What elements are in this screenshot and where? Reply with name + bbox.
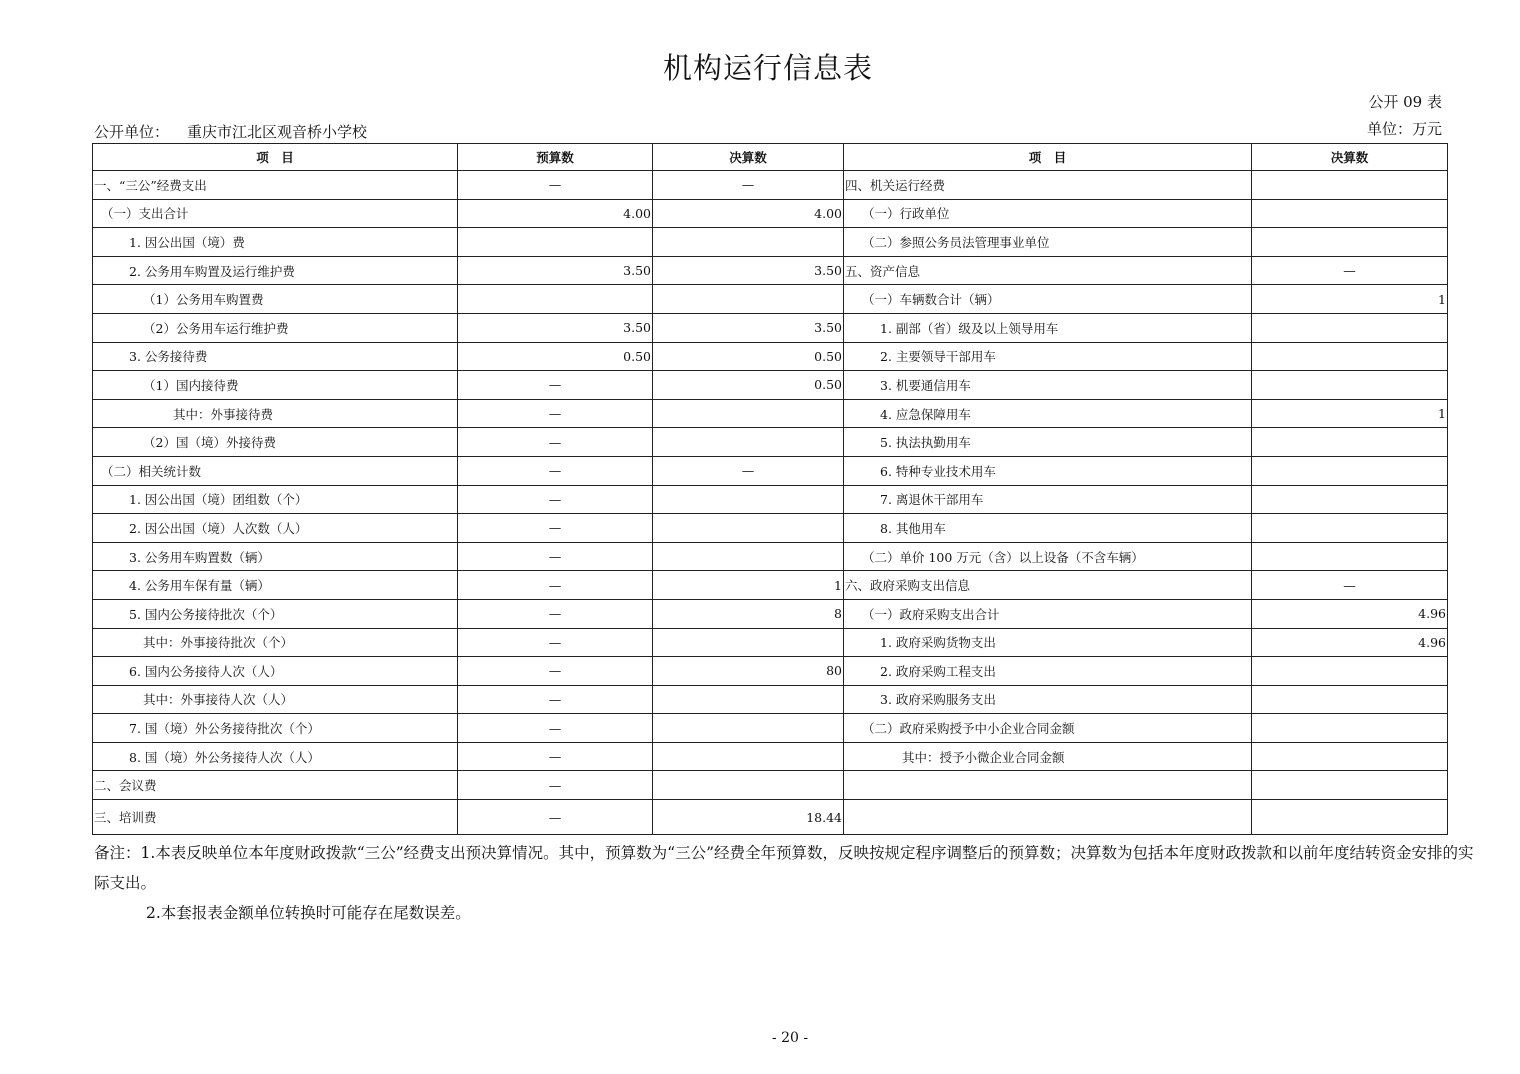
note-line-1: 备注：1.本表反映单位本年度财政拨款“三公”经费支出预决算情况。其中，预算数为“三公”经费全年预算数，反映按规定程序调整后的预算数；决算数为包括本年度财政拨款和以前年度结转资金安排的实际支出。: [94, 844, 1474, 892]
right-item-label: 7. 离退休干部用车: [844, 485, 1252, 514]
final-value: [653, 771, 844, 800]
table-row: [93, 742, 1448, 771]
budget-value: —: [458, 714, 653, 743]
budget-value: —: [458, 485, 653, 514]
page-number: - 20 -: [771, 1030, 809, 1046]
item-label: 其中：外事接待费: [93, 399, 458, 428]
header-item-right: 项 目: [844, 144, 1252, 171]
item-label: （2）公务用车运行维护费: [93, 313, 458, 342]
item-label: 一、“三公”经费支出: [93, 171, 458, 200]
right-item-label: 5. 执法执勤用车: [844, 428, 1252, 457]
budget-value: —: [458, 571, 653, 600]
final-value: 3.50: [653, 256, 844, 285]
table-row: [93, 228, 1448, 257]
table-row: [93, 657, 1448, 686]
final-value: [653, 428, 844, 457]
table-row: [93, 171, 1448, 200]
final-value: 18.44: [653, 800, 844, 835]
right-item-label: 其中：授予小微企业合同金额: [844, 742, 1252, 771]
table-row: [93, 542, 1448, 571]
right-final-value: [1252, 428, 1448, 457]
header-item: 项 目: [93, 144, 458, 171]
table-row: [93, 514, 1448, 543]
right-final-value: [1252, 714, 1448, 743]
right-final-value: [1252, 800, 1448, 835]
final-value: [653, 514, 844, 543]
right-item-label: 六、政府采购支出信息: [844, 571, 1252, 600]
item-label: （二）相关统计数: [93, 456, 458, 485]
final-value: 3.50: [653, 313, 844, 342]
right-item-label: （一）政府采购支出合计: [844, 599, 1252, 628]
final-value: [653, 685, 844, 714]
notes: [94, 838, 1484, 928]
right-final-value: [1252, 456, 1448, 485]
table-row: [93, 800, 1448, 835]
item-label: 3. 公务用车购置数（辆）: [93, 542, 458, 571]
final-value: 0.50: [653, 342, 844, 371]
right-item-label: 8. 其他用车: [844, 514, 1252, 543]
right-final-value: [1252, 685, 1448, 714]
final-value: [653, 228, 844, 257]
header-final: 决算数: [653, 144, 844, 171]
final-value: [653, 485, 844, 514]
budget-value: —: [458, 171, 653, 200]
table-header-row: [93, 144, 1448, 171]
budget-value: 4.00: [458, 199, 653, 228]
table-row: [93, 714, 1448, 743]
right-final-value: [1252, 171, 1448, 200]
table-row: [93, 485, 1448, 514]
final-value: [653, 714, 844, 743]
item-label: 1. 因公出国（境）费: [93, 228, 458, 257]
header-budget: 预算数: [458, 144, 653, 171]
table-row: [93, 285, 1448, 314]
budget-value: —: [458, 628, 653, 657]
final-value: —: [653, 456, 844, 485]
table-row: [93, 399, 1448, 428]
right-item-label: （二）参照公务员法管理事业单位: [844, 228, 1252, 257]
right-item-label: 4. 应急保障用车: [844, 399, 1252, 428]
final-value: 0.50: [653, 371, 844, 400]
right-final-value: [1252, 371, 1448, 400]
final-value: —: [653, 171, 844, 200]
right-final-value: —: [1252, 571, 1448, 600]
right-item-label: 五、资产信息: [844, 256, 1252, 285]
item-label: 三、培训费: [93, 800, 458, 835]
page-title: 机构运行信息表: [662, 51, 873, 85]
final-value: 8: [653, 599, 844, 628]
right-final-value: [1252, 657, 1448, 686]
note-line-2: 2.本套报表金额单位转换时可能存在尾数误差。: [146, 904, 471, 922]
right-item-label: （一）车辆数合计（辆）: [844, 285, 1252, 314]
right-item-label: 四、机关运行经费: [844, 171, 1252, 200]
right-final-value: 4.96: [1252, 599, 1448, 628]
right-final-value: 4.96: [1252, 628, 1448, 657]
budget-value: —: [458, 599, 653, 628]
organization-line: [94, 121, 385, 142]
budget-value: —: [458, 514, 653, 543]
right-final-value: [1252, 199, 1448, 228]
item-label: 其中：外事接待批次（个）: [93, 628, 458, 657]
final-value: [653, 399, 844, 428]
currency-unit: 单位：万元: [1366, 120, 1442, 138]
right-item-label: [844, 771, 1252, 800]
item-label: （一）支出合计: [93, 199, 458, 228]
final-value: 4.00: [653, 199, 844, 228]
table-row: [93, 628, 1448, 657]
right-final-value: [1252, 542, 1448, 571]
budget-value: —: [458, 771, 653, 800]
report-table: [92, 143, 1448, 835]
right-final-value: [1252, 228, 1448, 257]
item-label: 2. 公务用车购置及运行维护费: [93, 256, 458, 285]
right-final-value: —: [1252, 256, 1448, 285]
right-item-label: 6. 特种专业技术用车: [844, 456, 1252, 485]
table-row: [93, 571, 1448, 600]
budget-value: 3.50: [458, 313, 653, 342]
final-value: 80: [653, 657, 844, 686]
header-final-right: 决算数: [1252, 144, 1448, 171]
right-item-label: 1. 副部（省）级及以上领导用车: [844, 313, 1252, 342]
right-final-value: [1252, 485, 1448, 514]
final-value: [653, 542, 844, 571]
table-row: [93, 199, 1448, 228]
table-row: [93, 456, 1448, 485]
final-value: [653, 742, 844, 771]
budget-value: —: [458, 685, 653, 714]
right-item-label: 2. 政府采购工程支出: [844, 657, 1252, 686]
item-label: 4. 公务用车保有量（辆）: [93, 571, 458, 600]
item-label: 二、会议费: [93, 771, 458, 800]
budget-value: 0.50: [458, 342, 653, 371]
table-row: [93, 371, 1448, 400]
right-item-label: （二）政府采购授予中小企业合同金额: [844, 714, 1252, 743]
item-label: 8. 国（境）外公务接待人次（人）: [93, 742, 458, 771]
budget-value: —: [458, 399, 653, 428]
table-row: [93, 685, 1448, 714]
final-value: [653, 628, 844, 657]
org-label: 公开单位：: [94, 123, 170, 141]
budget-value: —: [458, 657, 653, 686]
right-final-value: [1252, 742, 1448, 771]
item-label: 3. 公务接待费: [93, 342, 458, 371]
budget-value: [458, 228, 653, 257]
budget-value: —: [458, 542, 653, 571]
table-row: [93, 599, 1448, 628]
item-label: 7. 国（境）外公务接待批次（个）: [93, 714, 458, 743]
table-row: [93, 256, 1448, 285]
item-label: （1）国内接待费: [93, 371, 458, 400]
budget-value: —: [458, 428, 653, 457]
budget-value: [458, 285, 653, 314]
item-label: 5. 国内公务接待批次（个）: [93, 599, 458, 628]
right-final-value: 1: [1252, 285, 1448, 314]
budget-value: —: [458, 456, 653, 485]
right-item-label: 3. 政府采购服务支出: [844, 685, 1252, 714]
right-item-label: （二）单价 100 万元（含）以上设备（不含车辆）: [844, 542, 1252, 571]
right-item-label: （一）行政单位: [844, 199, 1252, 228]
item-label: （2）国（境）外接待费: [93, 428, 458, 457]
right-final-value: 1: [1252, 399, 1448, 428]
table-row: [93, 771, 1448, 800]
table-row: [93, 313, 1448, 342]
budget-value: —: [458, 800, 653, 835]
org-name: 重庆市江北区观音桥小学校: [187, 123, 368, 141]
item-label: 1. 因公出国（境）团组数（个）: [93, 485, 458, 514]
final-value: [653, 285, 844, 314]
budget-value: 3.50: [458, 256, 653, 285]
budget-value: —: [458, 742, 653, 771]
right-item-label: 2. 主要领导干部用车: [844, 342, 1252, 371]
right-item-label: 3. 机要通信用车: [844, 371, 1252, 400]
right-final-value: [1252, 342, 1448, 371]
item-label: 6. 国内公务接待人次（人）: [93, 657, 458, 686]
item-label: 2. 因公出国（境）人次数（人）: [93, 514, 458, 543]
item-label: 其中：外事接待人次（人）: [93, 685, 458, 714]
right-item-label: [844, 800, 1252, 835]
item-label: （1）公务用车购置费: [93, 285, 458, 314]
table-row: [93, 428, 1448, 457]
final-value: 1: [653, 571, 844, 600]
right-final-value: [1252, 313, 1448, 342]
table-row: [93, 342, 1448, 371]
right-final-value: [1252, 771, 1448, 800]
budget-value: —: [458, 371, 653, 400]
form-number: 公开 09 表: [1368, 93, 1442, 111]
right-final-value: [1252, 514, 1448, 543]
right-item-label: 1. 政府采购货物支出: [844, 628, 1252, 657]
